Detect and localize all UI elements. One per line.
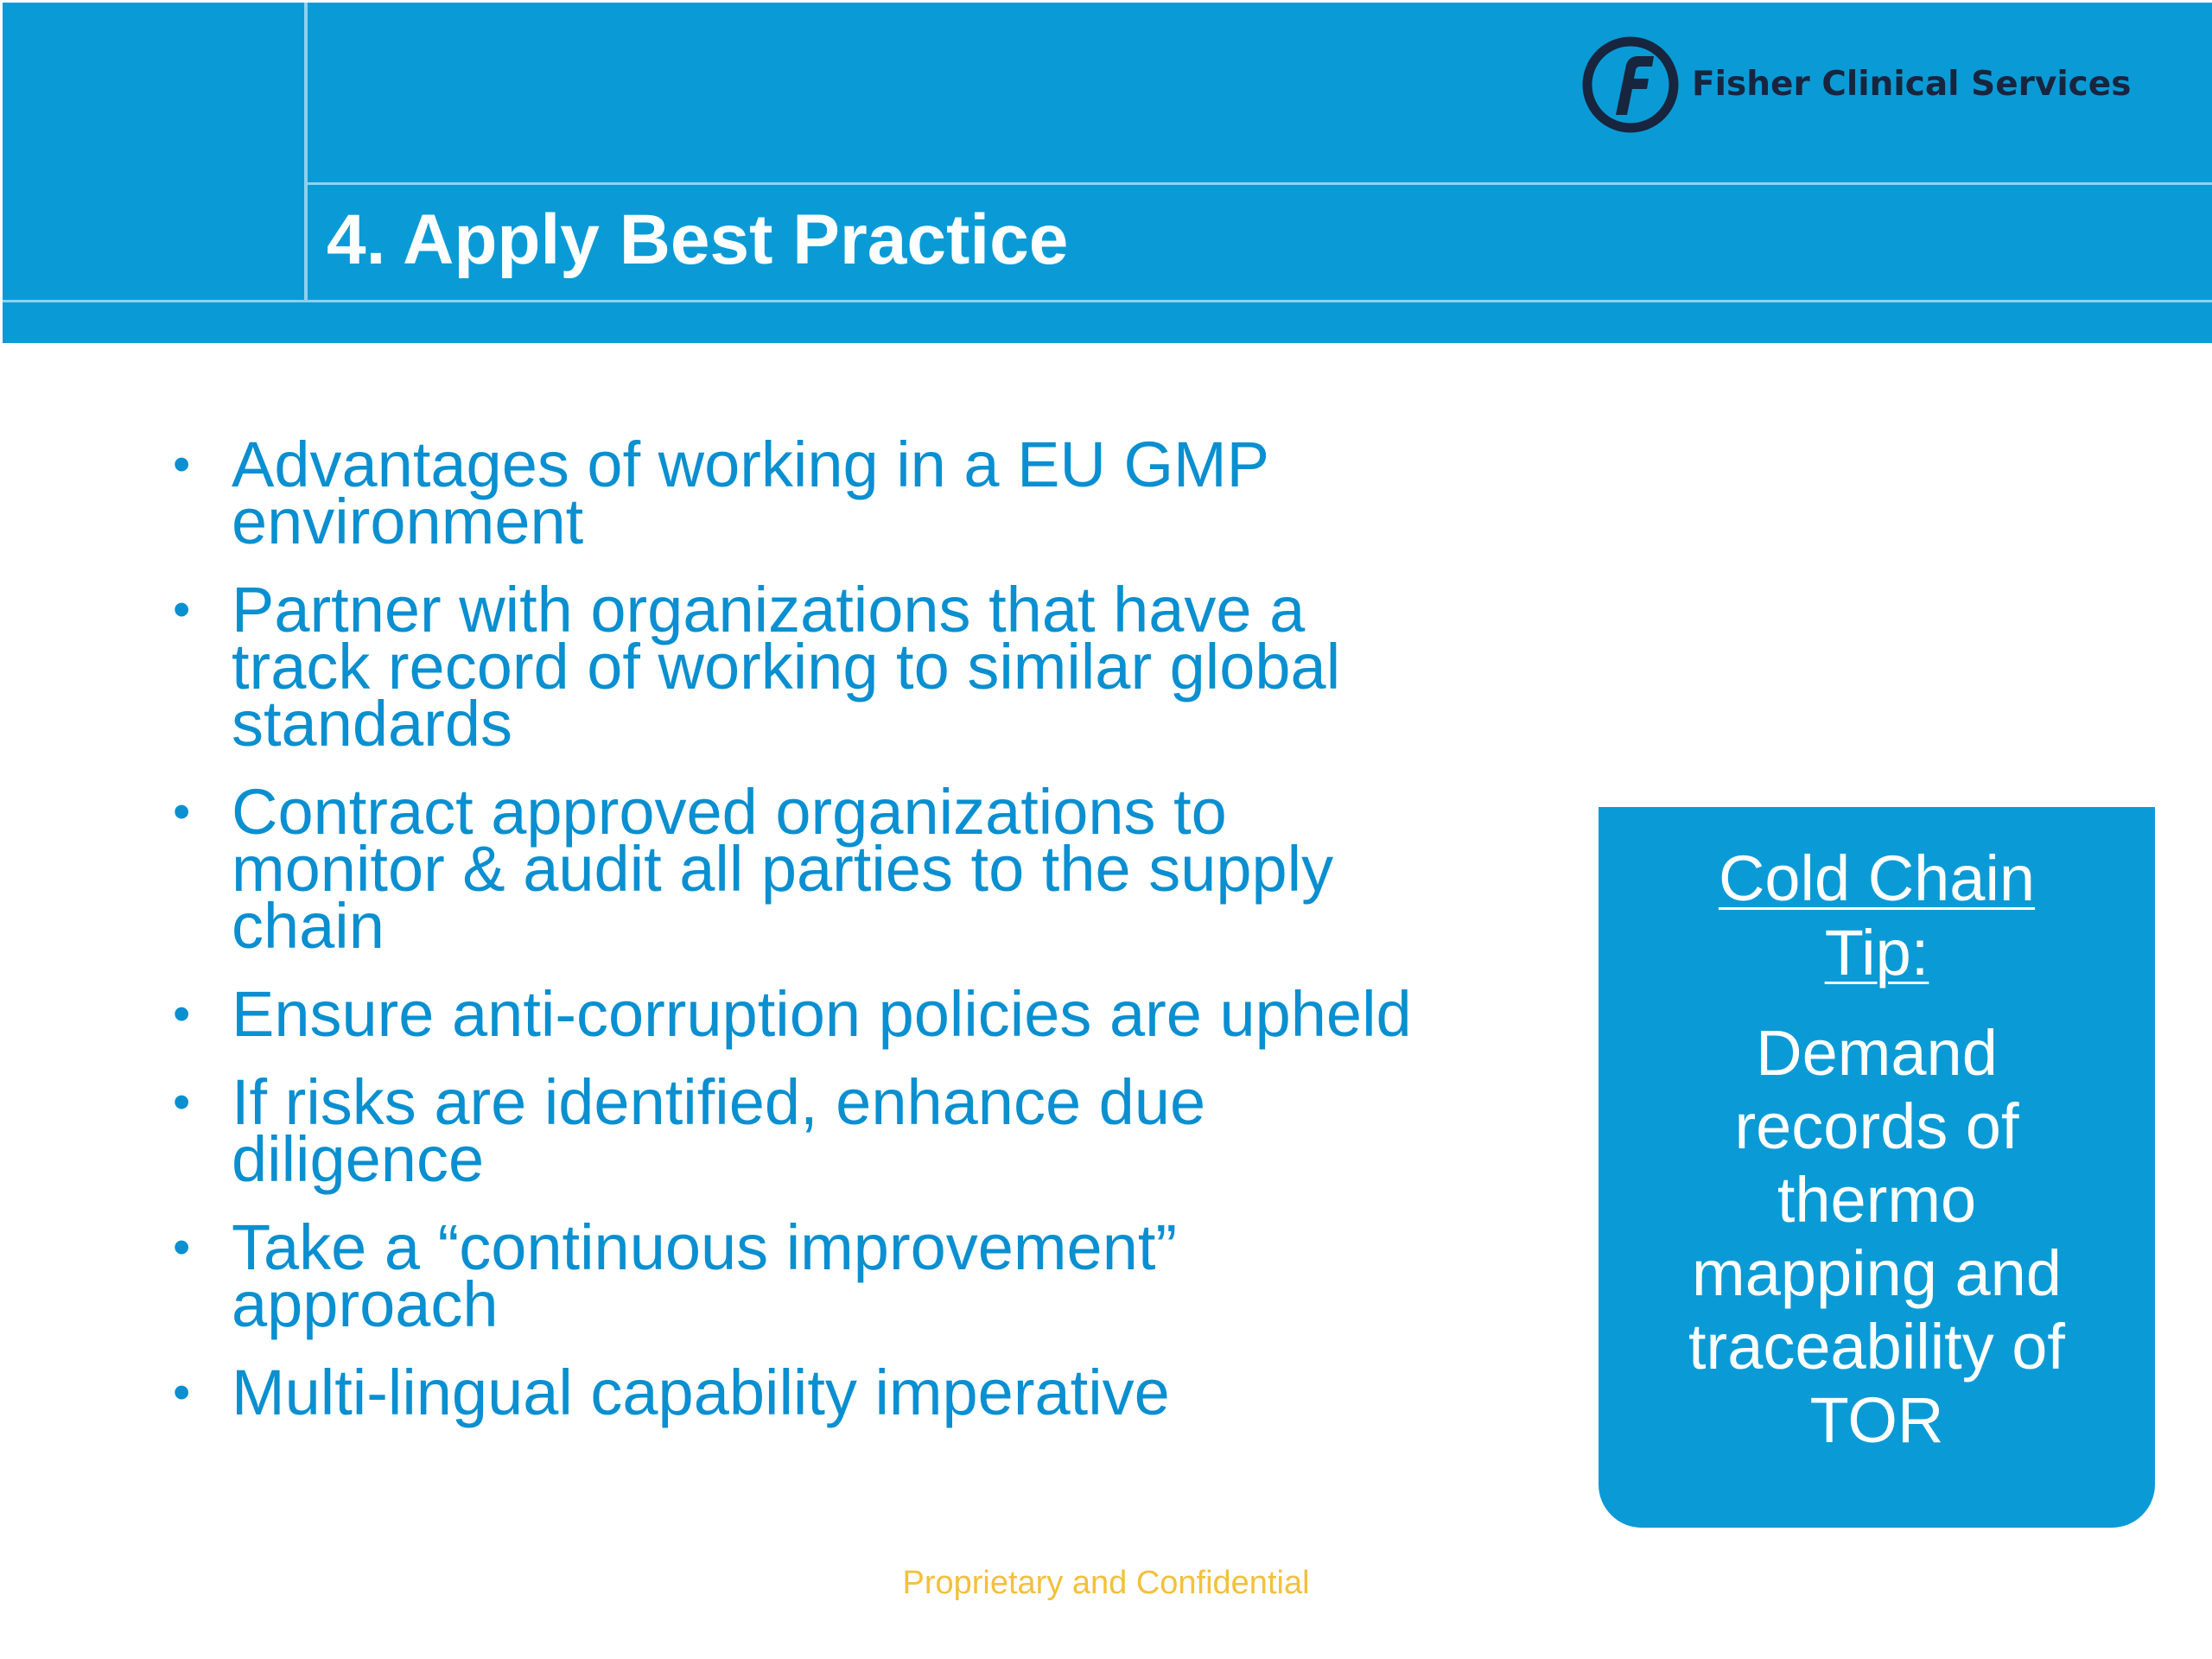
tip-body-line: thermo [1777, 1164, 1977, 1236]
bullet-item [173, 574, 1521, 760]
bullet-line: Partner with organizations that have a [232, 574, 1306, 645]
header-divider-vertical [304, 3, 308, 302]
bullet-dot-icon: • [173, 986, 191, 1042]
tip-body [1599, 1016, 2155, 1457]
tip-body-line: TOR [1809, 1384, 1944, 1456]
header-divider-bottom [3, 300, 2212, 302]
brand-name: Fisher Clinical Services [1692, 65, 2132, 104]
tip-body-line: Demand [1756, 1017, 1998, 1089]
tip-title [1599, 842, 2155, 990]
fisher-f-logo-icon [1581, 35, 1680, 134]
bullet-item [173, 429, 1521, 557]
bullet-item [173, 776, 1521, 962]
bullet-line: standards [232, 688, 512, 760]
bullet-line: Multi-lingual capability imperative [232, 1357, 1170, 1428]
bullet-line: track record of working to similar global [232, 631, 1341, 702]
bullet-line: chain [232, 890, 385, 962]
footer-confidential: Proprietary and Confidential [902, 1565, 1310, 1601]
bullet-dot-icon: • [173, 582, 191, 638]
bullet-line: Advantages of working in a EU GMP [232, 429, 1270, 500]
tip-body-line: traceability of [1688, 1311, 2065, 1382]
tip-body-line: mapping and [1692, 1237, 2062, 1309]
header-divider-horizontal [308, 182, 2212, 185]
bullet-line: If risks are identified, enhance due [232, 1066, 1206, 1138]
bullet-dot-icon: • [173, 1364, 191, 1421]
bullet-list [173, 429, 1521, 1452]
cold-chain-tip-box [1599, 807, 2155, 1528]
bullet-item [173, 1357, 1521, 1428]
brand-logo [1581, 35, 2131, 134]
tip-title-line: Cold Chain [1718, 842, 2036, 914]
bullet-line: Take a “continuous improvement” [232, 1211, 1178, 1283]
bullet-item [173, 1066, 1521, 1195]
bullet-item [173, 1211, 1521, 1340]
bullet-dot-icon: • [173, 1074, 191, 1130]
bullet-line: approach [232, 1268, 499, 1340]
bullet-line: diligence [232, 1123, 485, 1195]
bullet-dot-icon: • [173, 436, 191, 493]
bullet-item [173, 978, 1521, 1050]
bullet-line: Contract approved organizations to [232, 776, 1227, 848]
bullet-dot-icon: • [173, 1219, 191, 1275]
page-title: 4. Apply Best Practice [327, 200, 1069, 279]
tip-body-line: records of [1734, 1090, 2019, 1162]
tip-title-line: Tip: [1824, 917, 1929, 988]
bullet-line: monitor & audit all parties to the supply [232, 833, 1334, 905]
bullet-line: environment [232, 486, 584, 557]
bullet-line: Ensure anti-corruption policies are upheld [232, 978, 1412, 1050]
bullet-dot-icon: • [173, 784, 191, 840]
